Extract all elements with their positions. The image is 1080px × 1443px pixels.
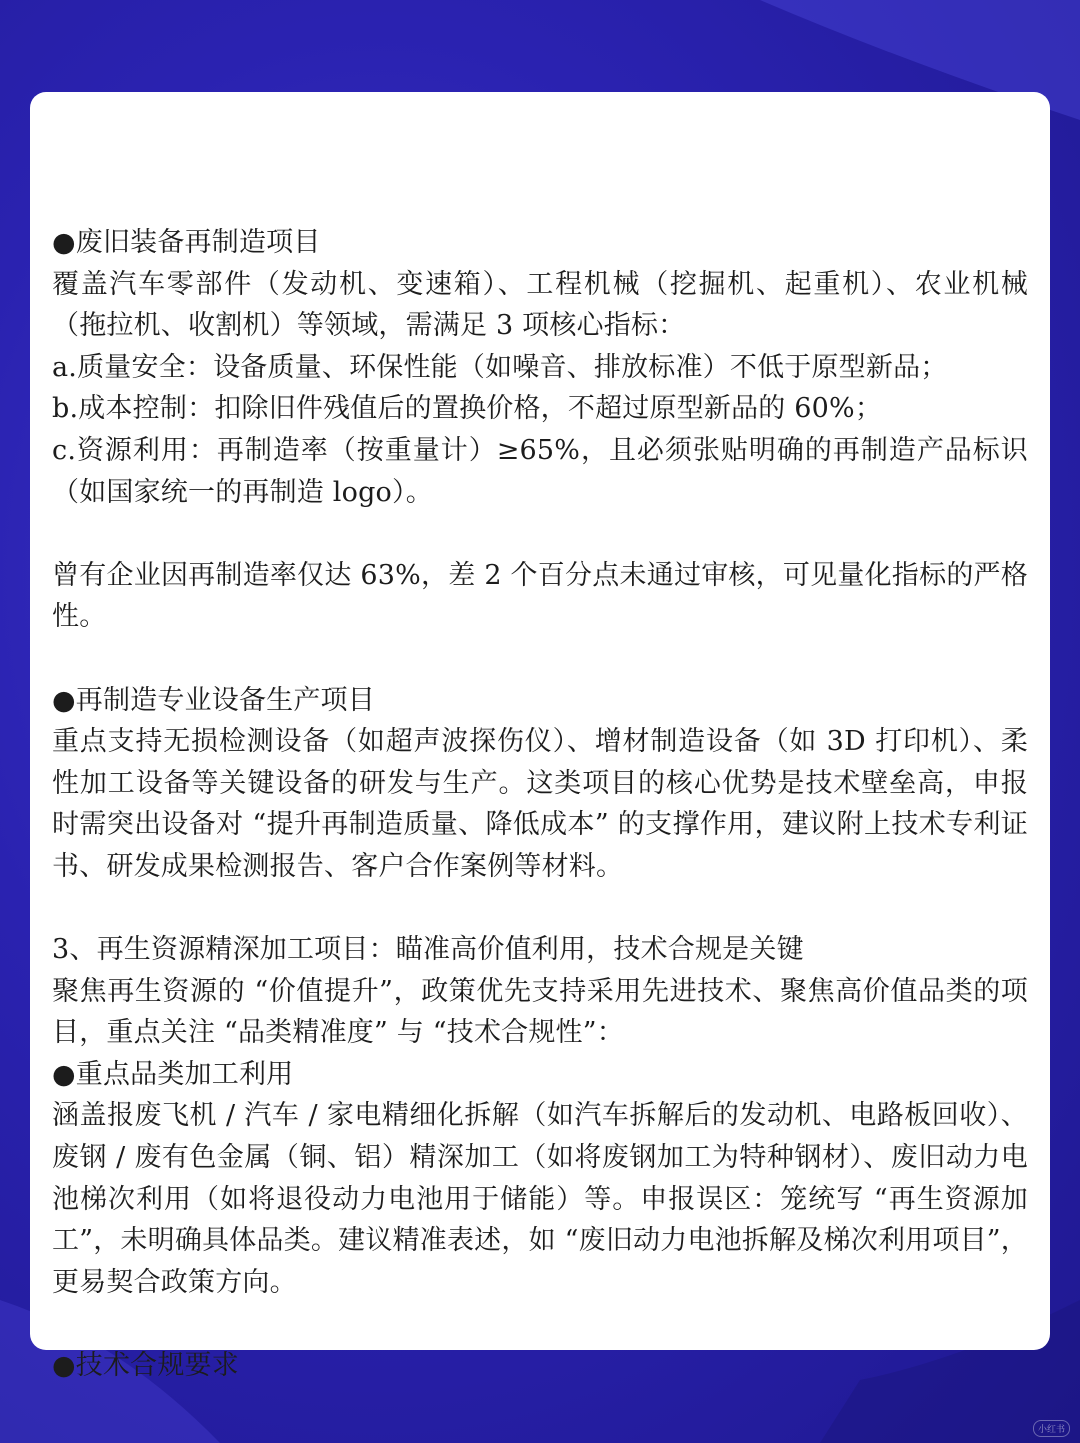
section3-heading: 3、再生资源精深加工项目：瞄准高价值利用，技术合规是关键 bbox=[52, 934, 804, 966]
platform-watermark: 小红书 bbox=[1033, 1420, 1070, 1437]
section3-sub-heading-2: ●技术合规要求 bbox=[52, 1350, 239, 1382]
section2-heading: ●再制造专业设备生产项目 bbox=[52, 684, 375, 716]
section1-item-c: c.资源利用：再制造率（按重量计）≥65%，且必须张贴明确的再制造产品标识（如国家统一的再制造 logo）。 bbox=[52, 434, 1028, 508]
section3-body: 聚焦再生资源的 “价值提升”，政策优先支持采用先进技术、聚焦高价值品类的项目，重点关注 “品类精准度” 与 “技术合规性”： bbox=[52, 975, 1028, 1049]
spacer bbox=[52, 1303, 1028, 1345]
spacer bbox=[52, 513, 1028, 555]
content-card bbox=[30, 92, 1050, 1382]
section1-note: 曾有企业因再制造率仅达 63%，差 2 个百分点未通过审核，可见量化指标的严格性。 bbox=[52, 559, 1028, 633]
section1-body: 覆盖汽车零部件（发动机、变速箱）、工程机械（挖掘机、起重机）、农业机械（拖拉机、收割机）等领域，需满足 3 项核心指标： bbox=[52, 268, 1028, 342]
section1-item-b: b.成本控制：扣除旧件残值后的置换价格，不超过原型新品的 60%； bbox=[52, 393, 883, 425]
section2-body: 重点支持无损检测设备（如超声波探伤仪）、增材制造设备（如 3D 打印机）、柔性加工设备等关键设备的研发与生产。这类项目的核心优势是技术壁垒高，申报时需突出设备对 “提升再制造质量、降低成本” 的支撑作用，建议附上技术专利证书、研发成果检测报告、客户合作案例等材料。 bbox=[52, 726, 1028, 882]
spacer bbox=[52, 638, 1028, 680]
section1-item-a: a.质量安全：设备质量、环保性能（如噪音、排放标准）不低于原型新品； bbox=[52, 351, 948, 383]
section3-sub-body: 涵盖报废飞机 / 汽车 / 家电精细化拆解（如汽车拆解后的发动机、电路板回收）、废钢 / 废有色金属（铜、铝）精深加工（如将废钢加工为特种钢材）、废旧动力电池梯次利用（如将退役动力电池用于储能）等。申报误区：笼统写 “再生资源加工”，未明确具体品类。建议精准表述，如 “废旧动力电池拆解及梯次利用项目”，更易契合政策方向。 bbox=[52, 1100, 1028, 1298]
spacer bbox=[52, 888, 1028, 930]
article-content bbox=[52, 222, 1028, 1387]
section3-sub-heading: ●重点品类加工利用 bbox=[52, 1058, 294, 1090]
section1-heading: ●废旧装备再制造项目 bbox=[52, 227, 321, 258]
